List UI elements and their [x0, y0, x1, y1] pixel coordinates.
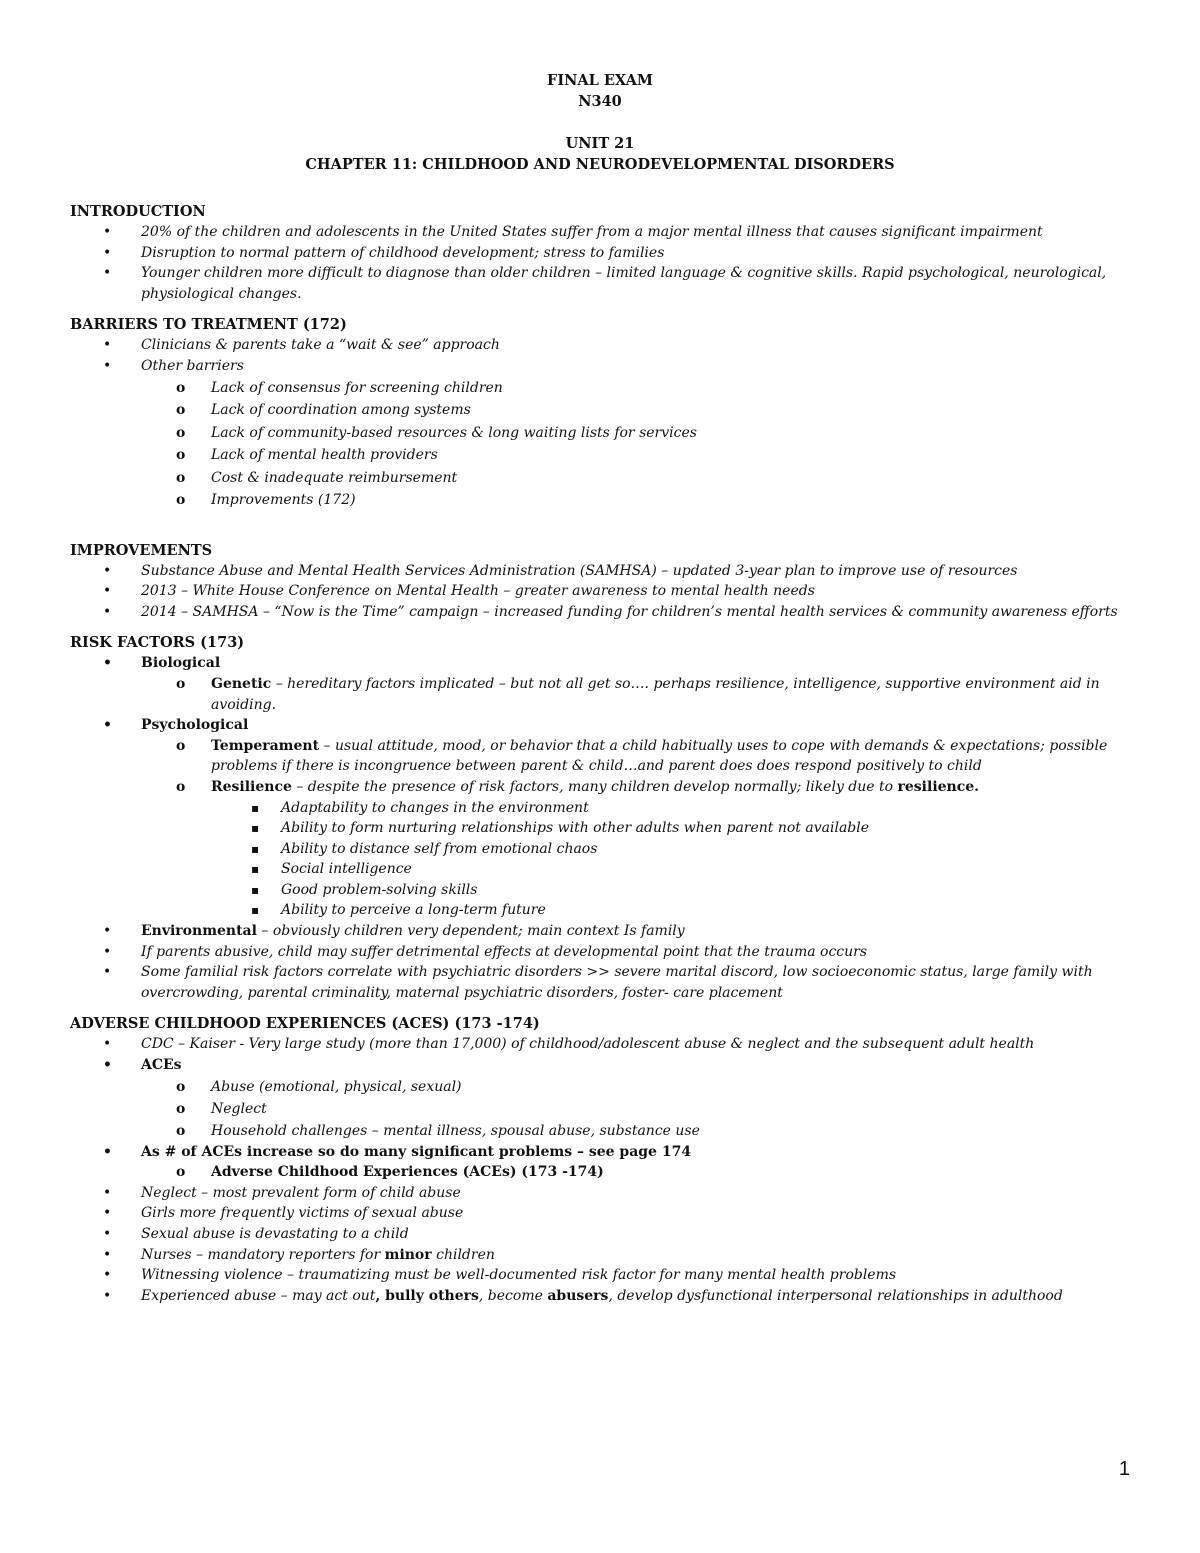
list-item-aces	[70, 1055, 1145, 1076]
list-item: • 2014 – SAMHSA – “Now is the Time” campaign – increased funding for children’s mental health services & community awareness efforts	[70, 602, 1145, 623]
item-text: – despite the presence of risk factors, many children develop normally; likely due to	[291, 778, 898, 795]
list-item-experienced-abuse	[70, 1286, 1145, 1307]
list-item: • CDC – Kaiser - Very large study (more than 17,000) of childhood/adolescent abuse & neglect and the subsequent adult health	[70, 1034, 1145, 1055]
resilience-item: ▪ Adaptability to changes in the environment	[70, 798, 1145, 819]
sub-list-item: o Improvements (172)	[70, 489, 1145, 512]
header-unit: UNIT 21	[565, 135, 635, 152]
list-item: • Witnessing violence – traumatizing must be well-documented risk factor for many mental health problems	[70, 1265, 1145, 1286]
item-text: – usual attitude, mood, or behavior that a child habitually uses to cope with demands & expectations; possible problems if there is incongruence between parent & child…and parent does does respond positively to child	[211, 737, 1108, 775]
item-label: ACEs	[141, 1057, 182, 1074]
sub-list-item: o Lack of community-based resources & long waiting lists for services	[70, 422, 1145, 445]
sub-list-item: o Cost & inadequate reimbursement	[70, 467, 1145, 490]
item-label: Temperament	[211, 737, 320, 754]
sub-list-item-temperament	[70, 736, 1145, 777]
section-title: BARRIERS TO TREATMENT (172)	[70, 316, 347, 334]
sub-list-item-aces-chart	[70, 1162, 1145, 1183]
item-text: , develop dysfunctional interpersonal relationships in adulthood	[608, 1287, 1063, 1304]
list-item-biological	[70, 653, 1145, 674]
item-label: As # of ACEs increase so do many significant problems – see page 174	[141, 1143, 692, 1160]
list-item: • Neglect – most prevalent form of child abuse	[70, 1183, 1145, 1204]
sub-list-item: o Lack of coordination among systems	[70, 399, 1145, 422]
item-label: Biological	[141, 655, 221, 672]
section-title: RISK FACTORS (173)	[70, 634, 245, 652]
list-item-aces-increase	[70, 1142, 1145, 1163]
item-label: Genetic	[211, 675, 272, 692]
item-label: Resilience	[211, 778, 292, 795]
section-improvements	[70, 541, 1145, 623]
list-item: • Other barriers	[70, 356, 1145, 377]
header-final-exam: FINAL EXAM	[547, 72, 653, 89]
section-title: ADVERSE CHILDHOOD EXPERIENCES (ACES) (173 -174)	[70, 1015, 540, 1033]
sub-list-item: o Neglect	[70, 1098, 1145, 1120]
document-header	[0, 70, 1200, 112]
item-emphasis: abusers	[547, 1287, 609, 1304]
item-text: children	[431, 1246, 495, 1263]
list-item-environmental	[70, 921, 1145, 942]
list-item: • Substance Abuse and Mental Health Services Administration (SAMHSA) – updated 3-year plan to improve use of resources	[70, 561, 1145, 582]
item-emphasis: , bully others	[375, 1287, 479, 1304]
header-course: N340	[578, 93, 622, 110]
item-emphasis: resilience.	[897, 778, 980, 795]
chapter-header	[0, 133, 1200, 175]
section-risk-factors	[70, 633, 1145, 1003]
sub-list-item-genetic	[70, 674, 1145, 715]
resilience-item: ▪ Ability to form nurturing relationships with other adults when parent not available	[70, 818, 1145, 839]
section-barriers	[70, 315, 1145, 529]
item-label: Adverse Childhood Experiences (ACEs) (173 -174)	[211, 1164, 604, 1181]
resilience-item: ▪ Ability to perceive a long-term future	[70, 900, 1145, 921]
spacer	[70, 512, 1145, 530]
sub-list-item: o Lack of consensus for screening children	[70, 377, 1145, 400]
resilience-item: ▪ Good problem-solving skills	[70, 880, 1145, 901]
sub-list-item: o Lack of mental health providers	[70, 444, 1145, 467]
section-title: IMPROVEMENTS	[70, 541, 213, 559]
sub-list-item: o Abuse (emotional, physical, sexual)	[70, 1076, 1145, 1098]
section-introduction	[70, 202, 1145, 304]
sub-list-item: o Household challenges – mental illness, spousal abuse, substance use	[70, 1120, 1145, 1142]
sub-list-item-resilience	[70, 777, 1145, 798]
list-item: • Sexual abuse is devastating to a child	[70, 1224, 1145, 1245]
item-text: , become	[478, 1287, 548, 1304]
list-item: • Clinicians & parents take a “wait & see” approach	[70, 335, 1145, 356]
resilience-item: ▪ Social intelligence	[70, 859, 1145, 880]
item-emphasis: minor	[384, 1246, 432, 1263]
item-text: – obviously children very dependent; main context Is family	[256, 923, 685, 940]
list-item-psychological	[70, 715, 1145, 736]
section-title: INTRODUCTION	[70, 203, 206, 220]
list-item: • Disruption to normal pattern of childhood development; stress to families	[70, 243, 1145, 264]
item-text: Nurses – mandatory reporters for	[141, 1246, 385, 1263]
list-item-nurses	[70, 1245, 1145, 1266]
section-aces	[70, 1014, 1145, 1306]
list-item: • 20% of the children and adolescents in the United States suffer from a major mental illness that causes significant impairment	[70, 222, 1145, 243]
resilience-item: ▪ Ability to distance self from emotional chaos	[70, 839, 1145, 860]
item-label: Environmental	[141, 923, 257, 940]
item-text: – hereditary factors implicated – but not all get so…. perhaps resilience, intelligence, supportive environment aid in avoiding.	[211, 675, 1100, 713]
item-text: Experienced abuse – may act out	[141, 1287, 376, 1304]
item-label: Psychological	[141, 717, 249, 734]
list-item: • Some familial risk factors correlate with psychiatric disorders >> severe marital discord, low socioeconomic status, large family with overcrowding, parental criminality, maternal psychiatric disorders, foster- care placement	[70, 962, 1145, 1003]
list-item: • 2013 – White House Conference on Mental Health – greater awareness to mental health needs	[70, 581, 1145, 602]
header-chapter: CHAPTER 11: CHILDHOOD AND NEURODEVELOPMENTAL DISORDERS	[305, 156, 895, 173]
list-item: • Younger children more difficult to diagnose than older children – limited language & cognitive skills. Rapid psychological, neurological, physiological changes.	[70, 263, 1145, 304]
notes-content	[70, 202, 1145, 1317]
list-item: • Girls more frequently victims of sexual abuse	[70, 1203, 1145, 1224]
list-item: • If parents abusive, child may suffer detrimental effects at developmental point that the trauma occurs	[70, 942, 1145, 963]
page-number: 1	[1118, 1458, 1130, 1480]
